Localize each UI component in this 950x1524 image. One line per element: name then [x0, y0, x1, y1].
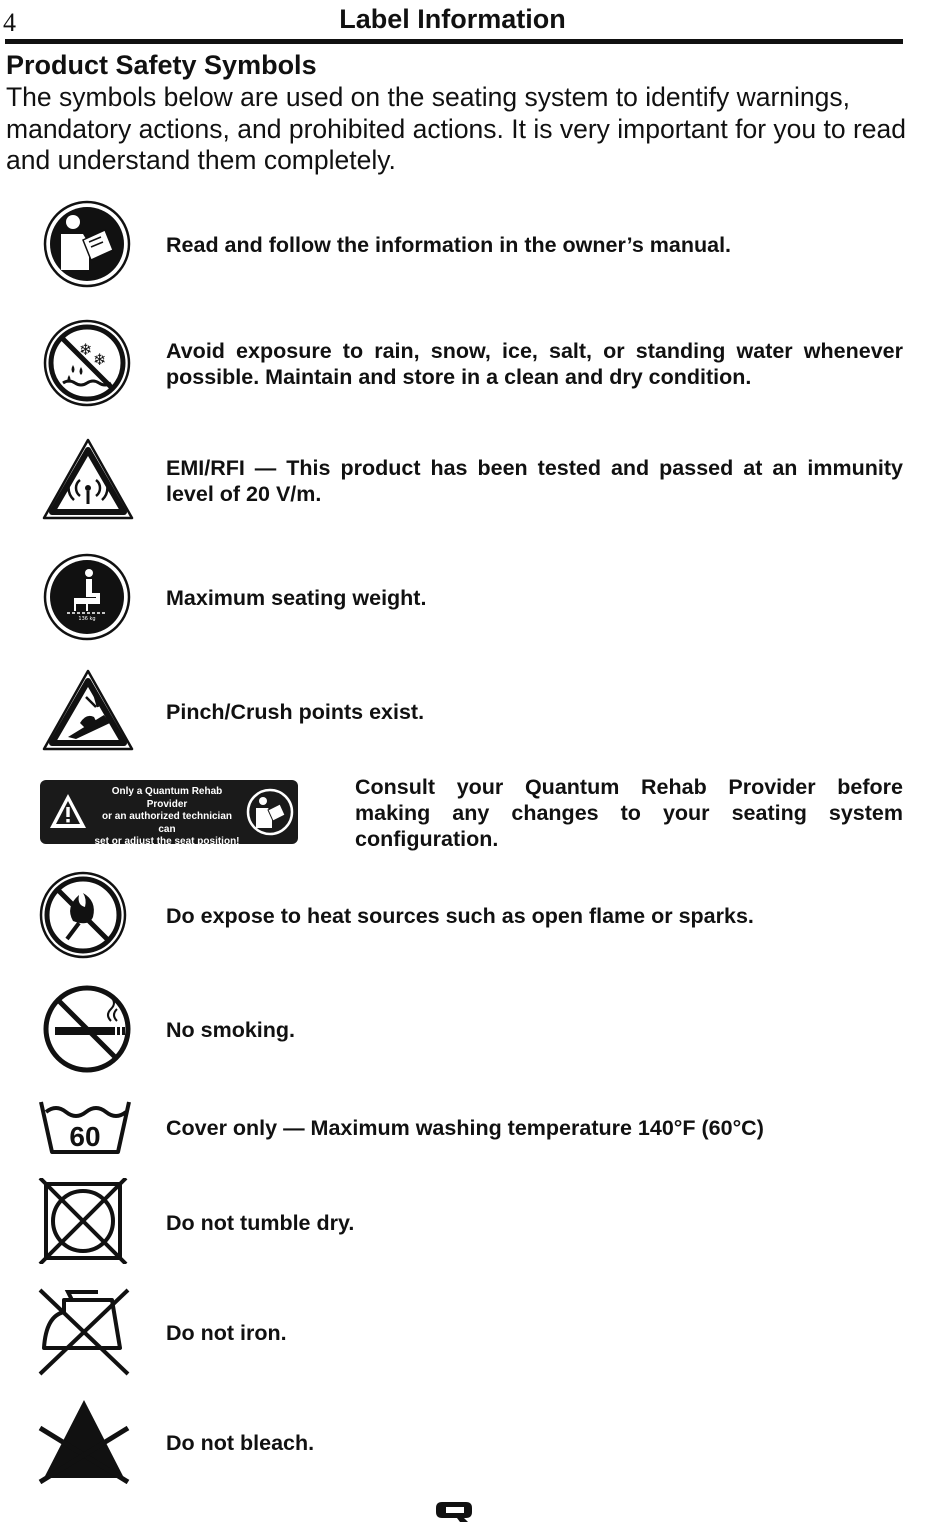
- symbol-description: EMI/RFI — This product has been tested and passed at an immunity level of 20 V/m.: [166, 456, 903, 506]
- symbol-description: No smoking.: [166, 1018, 296, 1042]
- no-open-flame-icon: [39, 871, 127, 959]
- symbol-description: Read and follow the information in the owner’s manual.: [166, 233, 732, 257]
- quantum-q-logo: [436, 1500, 474, 1522]
- no-iron-icon: [38, 1288, 130, 1376]
- read-manual-icon: [246, 786, 294, 838]
- provider-label-line: set or adjust the seat position!: [94, 836, 240, 847]
- read-manual-icon: [43, 200, 131, 288]
- no-bleach-icon: [38, 1398, 130, 1484]
- max-seating-weight-icon: [43, 553, 131, 641]
- symbol-description: Do not iron.: [166, 1321, 287, 1345]
- provider-label-line: or an authorized technician can: [101, 811, 233, 835]
- svg-text:❄: ❄: [79, 340, 93, 359]
- symbol-description: Do not bleach.: [166, 1431, 315, 1455]
- section-title: Product Safety Symbols: [6, 50, 317, 80]
- provider-label-line: Only a Quantum Rehab Provider: [111, 786, 223, 810]
- emi-rfi-icon: [40, 436, 136, 522]
- provider-label-text: [92, 786, 242, 861]
- wash-temp-label: 60: [69, 1121, 101, 1152]
- no-water-exposure-icon: [43, 319, 131, 407]
- symbol-description: Do not tumble dry.: [166, 1211, 355, 1235]
- svg-text:136 kg: 136 kg: [78, 616, 96, 622]
- wash-60-icon: [38, 1098, 132, 1156]
- warning-triangle-icon: [48, 792, 88, 830]
- symbol-description: Maximum seating weight.: [166, 586, 427, 610]
- no-smoking-icon: [43, 985, 131, 1073]
- provider-label-line: Refer to Owner’s Manual.: [106, 848, 228, 860]
- svg-text:❄: ❄: [93, 350, 107, 369]
- symbol-description: Avoid exposure to rain, snow, ice, salt, or standing water whenever possible. Maintain and store in a clean and dry condition.: [166, 339, 903, 389]
- symbol-description: Pinch/Crush points exist.: [166, 700, 425, 724]
- symbol-description: Do expose to heat sources such as open flame or sparks.: [166, 904, 754, 928]
- header-rule: [5, 39, 903, 44]
- page-header: Label Information: [339, 4, 566, 34]
- page-number: 4: [3, 8, 16, 37]
- symbol-description: Consult your Quantum Rehab Provider before making any changes to your seating system configuration.: [355, 775, 903, 851]
- symbol-description: Cover only — Maximum washing temperature 140°F (60°C): [166, 1116, 764, 1140]
- no-tumble-dry-icon: [38, 1178, 128, 1264]
- provider-label-icon: [40, 780, 298, 860]
- intro-paragraph: The symbols below are used on the seating system to identify warnings, mandatory actions, and prohibited actions. It is very important for you to read and understand them completely.: [6, 82, 906, 175]
- pinch-crush-icon: [40, 667, 136, 753]
